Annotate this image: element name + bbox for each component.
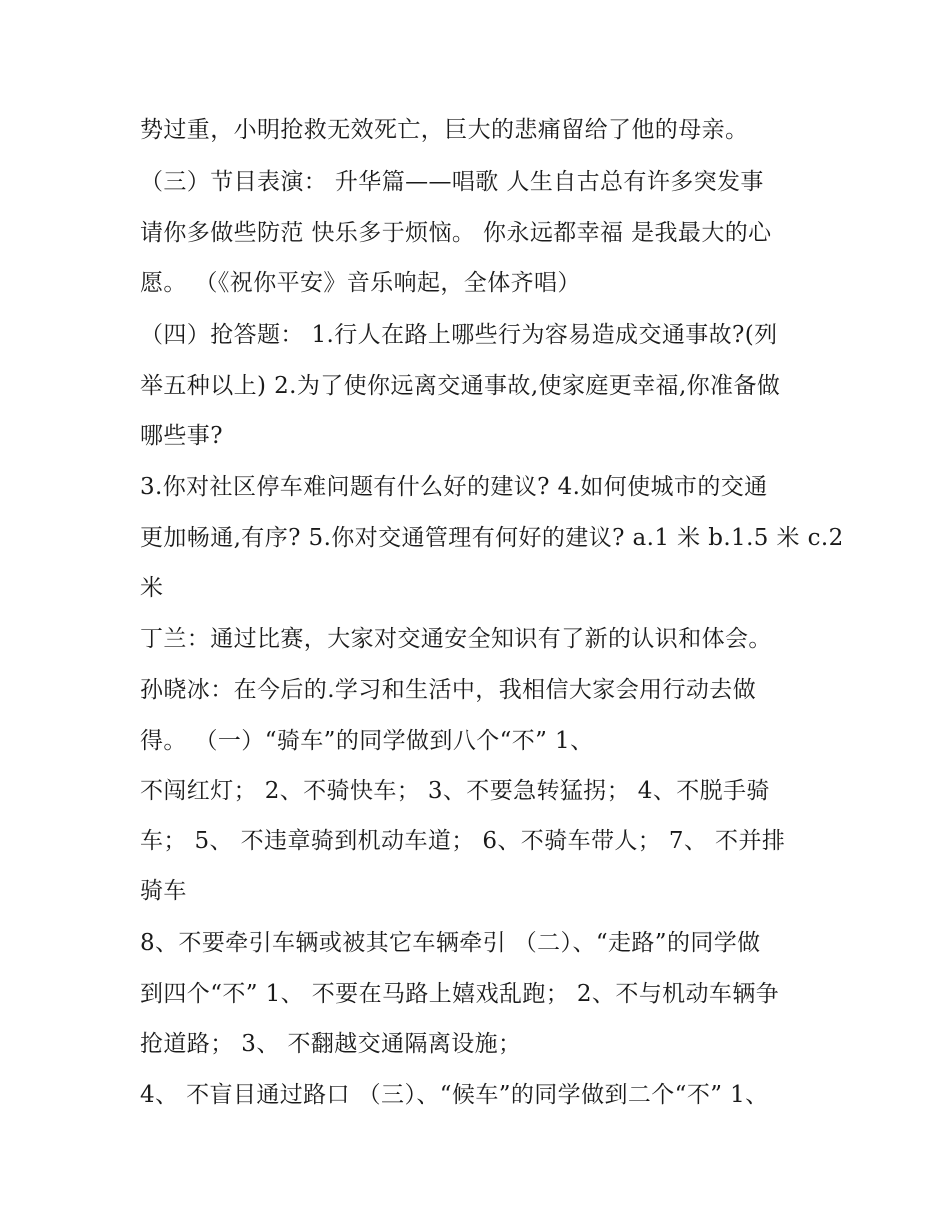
- text-line: （三）节目表演： 升华篇——唱歌 人生自古总有许多突发事: [140, 169, 764, 195]
- text-line: 请你多做些防范 快乐多于烦恼。 你永远都幸福 是我最大的心: [140, 220, 772, 246]
- text-line: 不闯红灯； 2、不骑快车； 3、不要急转猛拐； 4、不脱手骑: [140, 778, 770, 804]
- text-line: 米: [140, 575, 164, 601]
- text-line: 得。 （一）“骑车”的同学做到八个“不” 1、: [140, 728, 594, 754]
- text-line: 3.你对社区停车难问题有什么好的建议? 4.如何使城市的交通: [140, 474, 768, 500]
- text-line: 骑车: [140, 878, 187, 904]
- text-line: 丁兰：通过比赛，大家对交通安全知识有了新的认识和体会。: [140, 626, 772, 652]
- text-line: （四）抢答题： 1.行人在路上哪些行为容易造成交通事故?(列: [140, 322, 778, 348]
- text-line: 举五种以上) 2.为了使你远离交通事故,使家庭更幸福,你准备做: [140, 373, 781, 399]
- text-line: 车； 5、 不违章骑到机动车道； 6、不骑车带人； 7、 不并排: [140, 828, 786, 854]
- text-line: 愿。 （《祝你平安》音乐响起，全体齐唱）: [140, 270, 581, 296]
- text-line: 哪些事?: [140, 423, 223, 449]
- text-line: 势过重，小明抢救无效死亡，巨大的悲痛留给了他的母亲。: [140, 117, 749, 143]
- text-line: 抢道路； 3、 不翻越交通隔离设施；: [140, 1031, 522, 1057]
- text-line: 孙晓冰：在今后的.学习和生活中，我相信大家会用行动去做: [140, 677, 757, 703]
- text-line: 更加畅通,有序? 5.你对交通管理有何好的建议? a.1 米 b.1.5 米 c.2: [140, 525, 844, 551]
- text-line: 4、 不盲目通过路口 （三）、“候车”的同学做到二个“不” 1、: [140, 1082, 769, 1108]
- text-line: 到四个“不” 1、 不要在马路上嬉戏乱跑； 2、不与机动车辆争: [140, 981, 780, 1007]
- text-line: 8、不要牵引车辆或被其它车辆牵引 （二）、“走路”的同学做: [140, 930, 761, 956]
